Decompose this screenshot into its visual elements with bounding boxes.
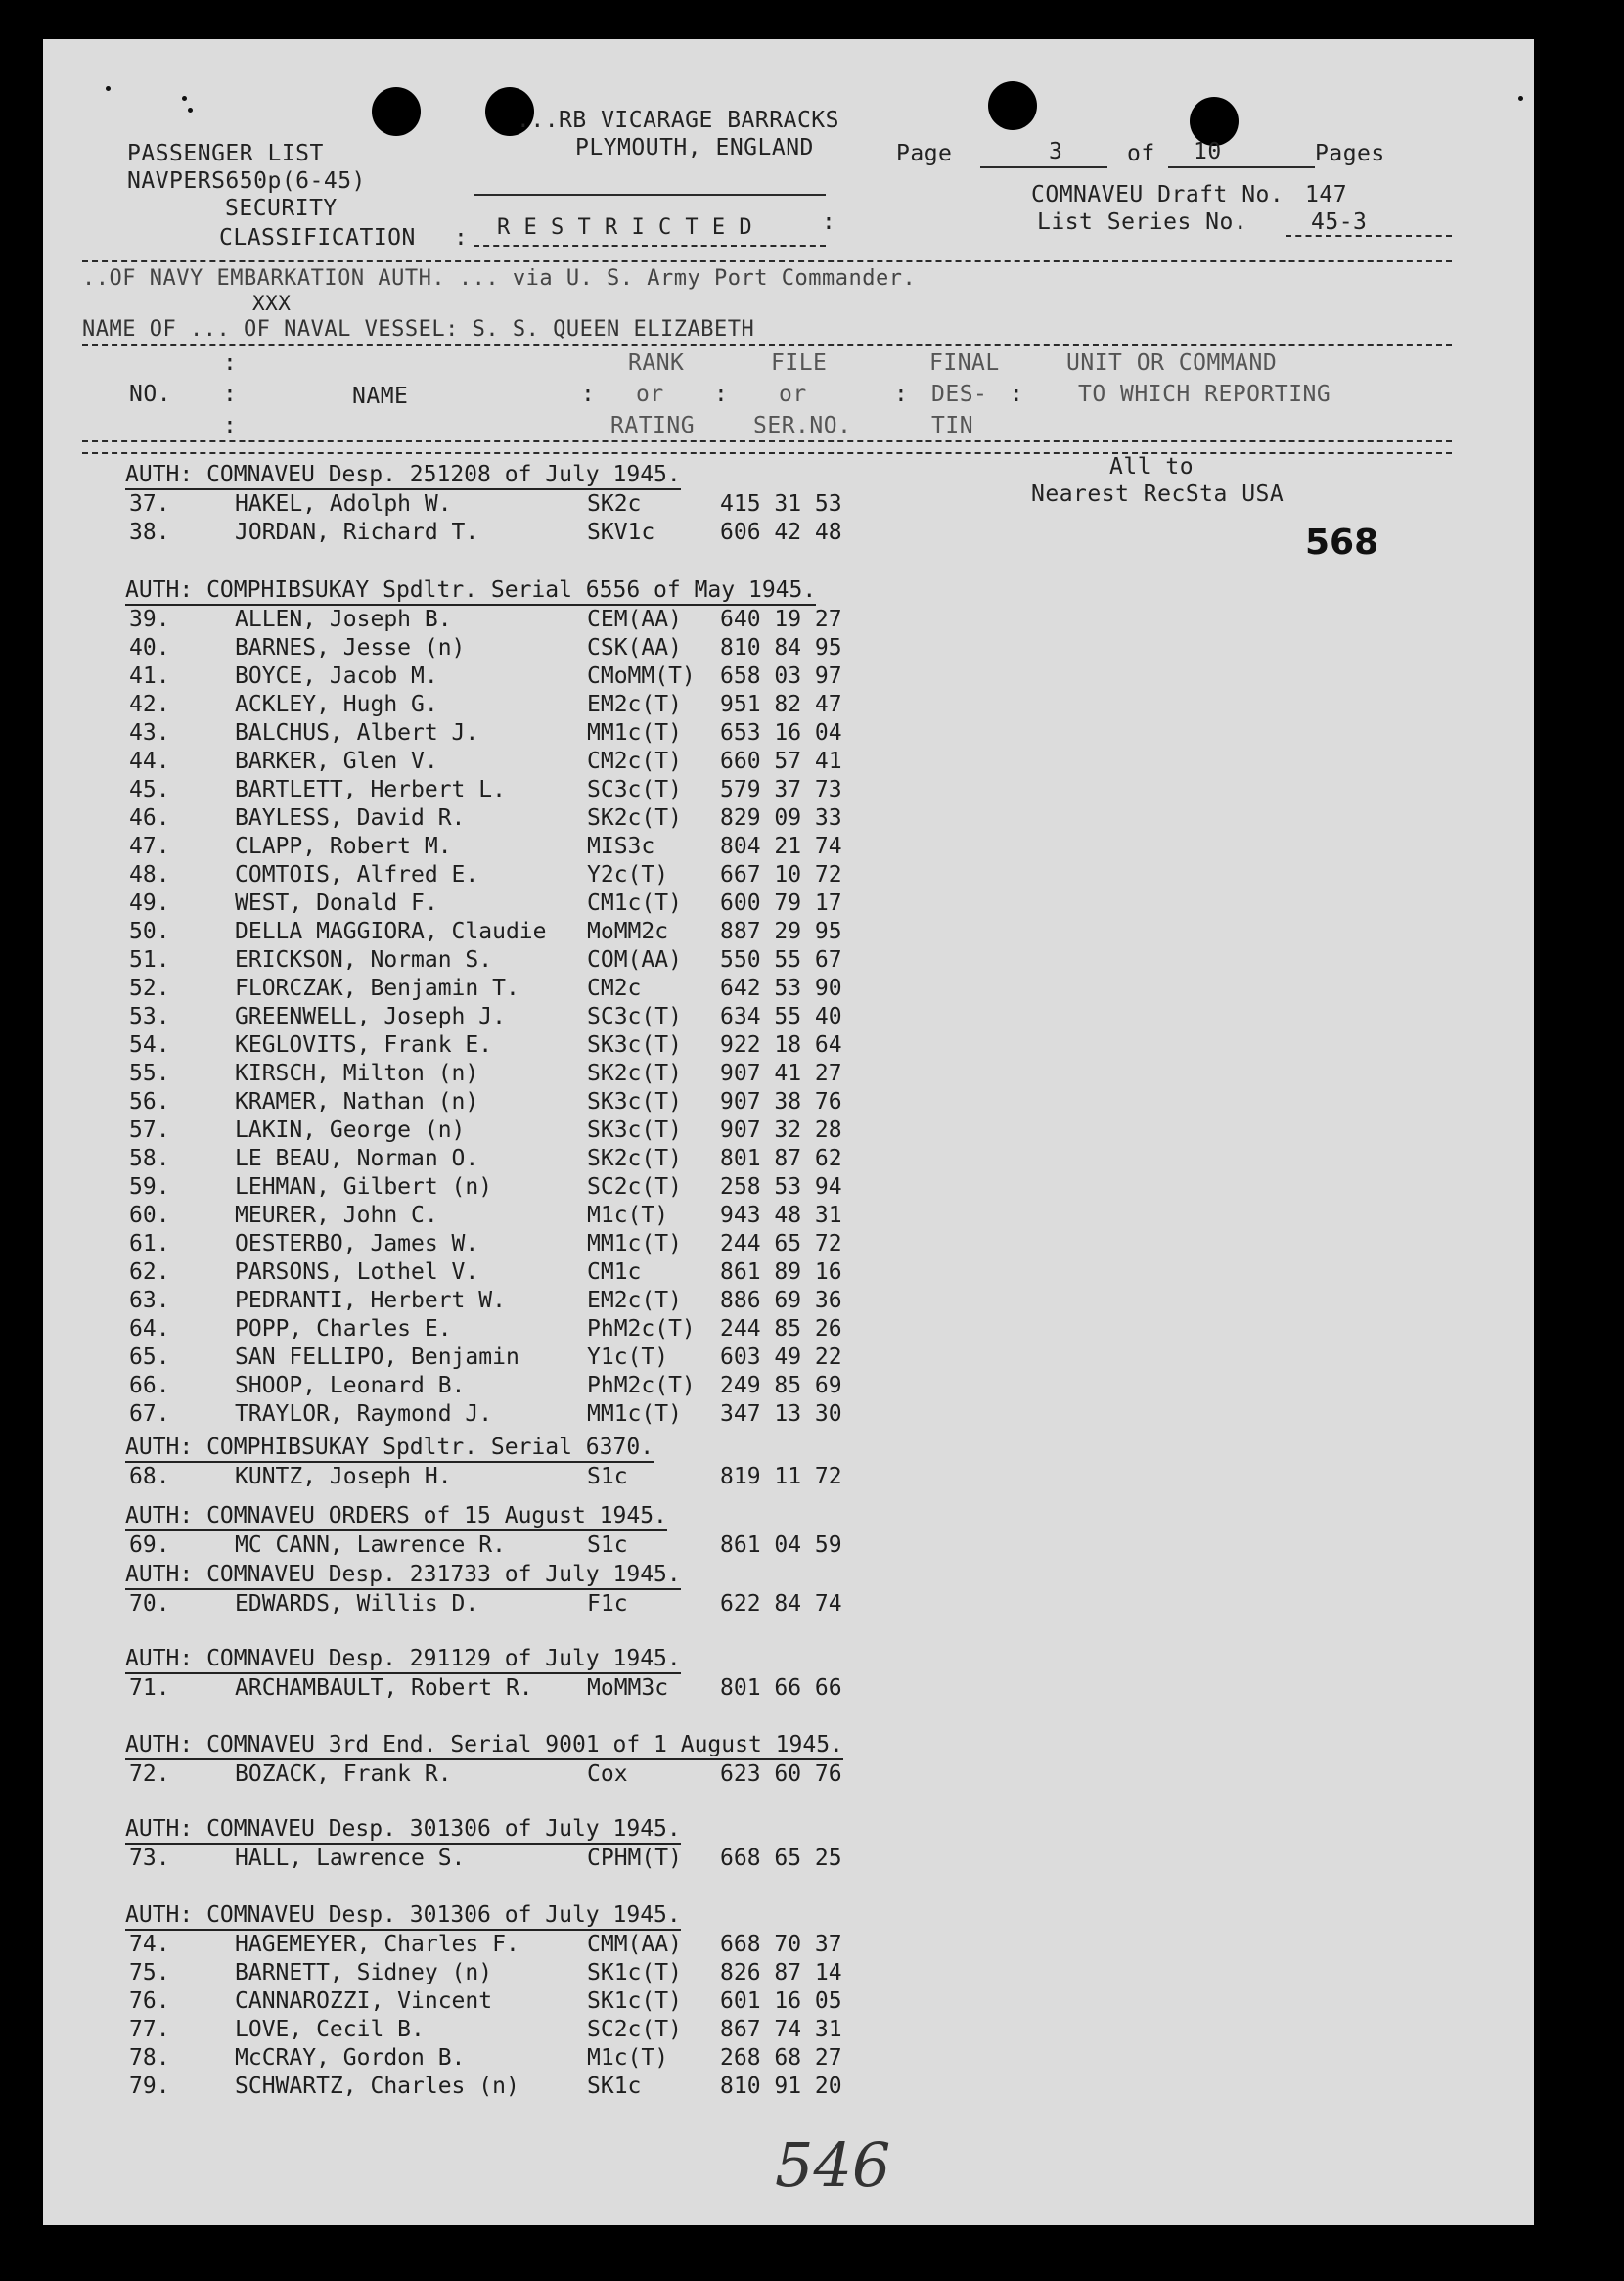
service-number: 951 82 47 <box>720 692 842 717</box>
service-number: 347 13 30 <box>720 1401 842 1427</box>
page-total: 10 <box>1194 139 1222 164</box>
passenger-name: PARSONS, Lothel V. <box>235 1259 479 1285</box>
service-number: 887 29 95 <box>720 919 842 944</box>
passenger-name: MC CANN, Lawrence R. <box>235 1532 506 1558</box>
entry-number: 58. <box>129 1146 170 1171</box>
entry-number: 38. <box>129 520 170 545</box>
rank-rating: SK3c(T) <box>587 1118 682 1143</box>
rank-rating: SK1c <box>587 2074 642 2099</box>
entry-number: 45. <box>129 777 170 802</box>
punch-hole <box>988 81 1037 130</box>
service-number: 668 70 37 <box>720 1932 842 1957</box>
passenger-name: McCRAY, Gordon B. <box>235 2045 466 2071</box>
rank-rating: Y2c(T) <box>587 862 669 888</box>
col-sep: : <box>1010 382 1024 407</box>
rank-rating: MIS3c <box>587 834 655 859</box>
rank-rating: SK1c(T) <box>587 1960 682 1985</box>
page-current: 3 <box>1049 139 1063 164</box>
list-series-label: List Series No. <box>1037 209 1248 235</box>
rank-rating: CMM(AA) <box>587 1932 682 1957</box>
service-number: 258 53 94 <box>720 1174 842 1200</box>
col-sep: : <box>223 413 238 438</box>
service-number: 268 68 27 <box>720 2045 842 2071</box>
entry-number: 69. <box>129 1532 170 1558</box>
col-header-no: NO. <box>129 382 172 407</box>
rank-rating: CSK(AA) <box>587 635 682 661</box>
service-number: 810 91 20 <box>720 2074 842 2099</box>
passenger-name: GREENWELL, Joseph J. <box>235 1004 506 1029</box>
rank-rating: M1c(T) <box>587 2045 669 2071</box>
page-current-line <box>980 166 1107 168</box>
service-number: 907 38 76 <box>720 1089 842 1115</box>
list-series-line <box>1286 235 1452 237</box>
rank-rating: CMoMM(T) <box>587 663 696 689</box>
entry-number: 47. <box>129 834 170 859</box>
destination-line2: Nearest RecSta USA <box>1031 481 1285 507</box>
rank-rating: EM2c(T) <box>587 692 682 717</box>
rank-rating: CM2c <box>587 976 642 1001</box>
passenger-name: CANNAROZZI, Vincent <box>235 1988 493 2014</box>
passenger-name: KEGLOVITS, Frank E. <box>235 1032 493 1058</box>
passenger-name: OESTERBO, James W. <box>235 1231 479 1256</box>
colon: : <box>822 209 836 235</box>
rank-rating: SK3c(T) <box>587 1089 682 1115</box>
rank-rating: CEM(AA) <box>587 607 682 632</box>
entry-number: 40. <box>129 635 170 661</box>
entry-number: 57. <box>129 1118 170 1143</box>
entry-number: 63. <box>129 1288 170 1313</box>
col-header-reporting: TO WHICH REPORTING <box>1078 382 1331 407</box>
service-number: 550 55 67 <box>720 947 842 973</box>
service-number: 606 42 48 <box>720 520 842 545</box>
entry-number: 78. <box>129 2045 170 2071</box>
col-header-final: FINAL <box>929 350 1000 376</box>
service-number: 642 53 90 <box>720 976 842 1001</box>
entry-number: 67. <box>129 1401 170 1427</box>
rank-rating: EM2c(T) <box>587 1288 682 1313</box>
passenger-name: HAGEMEYER, Charles F. <box>235 1932 519 1957</box>
entry-number: 39. <box>129 607 170 632</box>
rank-rating: MoMM2c <box>587 919 669 944</box>
service-number: 667 10 72 <box>720 862 842 888</box>
authority-line: AUTH: COMNAVEU ORDERS of 15 August 1945. <box>125 1503 667 1531</box>
service-number: 886 69 36 <box>720 1288 842 1313</box>
entry-number: 64. <box>129 1316 170 1342</box>
passenger-name: ERICKSON, Norman S. <box>235 947 493 973</box>
service-number: 907 41 27 <box>720 1061 842 1086</box>
passenger-name: BARTLETT, Herbert L. <box>235 777 506 802</box>
form-title: PASSENGER LIST <box>127 141 324 166</box>
entry-number: 44. <box>129 749 170 774</box>
entry-number: 71. <box>129 1675 170 1701</box>
pages-label: Pages <box>1315 141 1385 166</box>
rank-rating: SK2c(T) <box>587 1146 682 1171</box>
service-number: 415 31 53 <box>720 491 842 517</box>
rank-rating: MM1c(T) <box>587 1231 682 1256</box>
entry-number: 79. <box>129 2074 170 2099</box>
passenger-name: PEDRANTI, Herbert W. <box>235 1288 506 1313</box>
authority-line: AUTH: COMNAVEU Desp. 231733 of July 1945. <box>125 1562 681 1590</box>
passenger-name: CLAPP, Robert M. <box>235 834 452 859</box>
service-number: 601 16 05 <box>720 1988 842 2014</box>
passenger-name: ALLEN, Joseph B. <box>235 607 452 632</box>
service-number: 249 85 69 <box>720 1373 842 1398</box>
entry-number: 73. <box>129 1846 170 1871</box>
passenger-name: WEST, Donald F. <box>235 890 438 916</box>
entry-number: 42. <box>129 692 170 717</box>
page-stamp-number: 568 <box>1305 523 1379 563</box>
entry-number: 61. <box>129 1231 170 1256</box>
col-header-rank-or: or <box>636 382 664 407</box>
entry-number: 53. <box>129 1004 170 1029</box>
passenger-name: ACKLEY, Hugh G. <box>235 692 438 717</box>
authority-line: AUTH: COMNAVEU Desp. 301306 of July 1945. <box>125 1816 681 1845</box>
page-of: of <box>1127 141 1155 166</box>
col-header-serno: SER.NO. <box>753 413 852 438</box>
col-header-des: DES- <box>931 382 988 407</box>
authority-line: AUTH: COMPHIBSUKAY Spdltr. Serial 6556 of May 1945. <box>125 577 816 606</box>
list-series-value: 45-3 <box>1311 209 1368 235</box>
rank-rating: PhM2c(T) <box>587 1373 696 1398</box>
security-classification-value: R E S T R I C T E D <box>497 215 753 240</box>
security-line-bottom <box>474 245 826 247</box>
entry-number: 51. <box>129 947 170 973</box>
passenger-name: KRAMER, Nathan (n) <box>235 1089 479 1115</box>
entry-number: 59. <box>129 1174 170 1200</box>
authority-line: AUTH: COMPHIBSUKAY Spdltr. Serial 6370. <box>125 1435 654 1463</box>
entry-number: 49. <box>129 890 170 916</box>
col-sep: : <box>714 382 729 407</box>
entry-number: 76. <box>129 1988 170 2014</box>
service-number: 819 11 72 <box>720 1464 842 1489</box>
rank-rating: SC3c(T) <box>587 1004 682 1029</box>
vessel-rule <box>82 344 1452 346</box>
entry-number: 68. <box>129 1464 170 1489</box>
rank-rating: Y1c(T) <box>587 1345 669 1370</box>
rank-rating: M1c(T) <box>587 1203 669 1228</box>
entry-number: 77. <box>129 2017 170 2042</box>
passenger-name: JORDAN, Richard T. <box>235 520 479 545</box>
passenger-name: SHOOP, Leonard B. <box>235 1373 466 1398</box>
service-number: 867 74 31 <box>720 2017 842 2042</box>
rank-rating: COM(AA) <box>587 947 682 973</box>
passenger-name: KUNTZ, Joseph H. <box>235 1464 452 1489</box>
entry-number: 74. <box>129 1932 170 1957</box>
passenger-name: FLORCZAK, Benjamin T. <box>235 976 519 1001</box>
ink-speck <box>182 96 187 101</box>
rank-rating: S1c <box>587 1464 628 1489</box>
service-number: 826 87 14 <box>720 1960 842 1985</box>
entry-number: 62. <box>129 1259 170 1285</box>
station-location: PLYMOUTH, ENGLAND <box>575 135 814 160</box>
classification-label: CLASSIFICATION <box>219 225 416 251</box>
col-header-file: FILE <box>771 350 828 376</box>
rank-rating: Cox <box>587 1761 628 1787</box>
passenger-name: ARCHAMBAULT, Robert R. <box>235 1675 533 1701</box>
service-number: 810 84 95 <box>720 635 842 661</box>
ink-speck <box>188 108 193 113</box>
colon: : <box>454 225 469 251</box>
rank-rating: SK1c(T) <box>587 1988 682 2014</box>
col-sep: : <box>223 350 238 376</box>
authority-line: AUTH: COMNAVEU Desp. 301306 of July 1945. <box>125 1902 681 1931</box>
col-sep: : <box>894 382 909 407</box>
passenger-name: MEURER, John C. <box>235 1203 438 1228</box>
rank-rating: SKV1c <box>587 520 655 545</box>
rank-rating: F1c <box>587 1591 628 1617</box>
rank-rating: CM1c <box>587 1259 642 1285</box>
passenger-name: LAKIN, George (n) <box>235 1118 466 1143</box>
entry-number: 50. <box>129 919 170 944</box>
security-line-top <box>474 194 826 196</box>
service-number: 660 57 41 <box>720 749 842 774</box>
rank-rating: CM2c(T) <box>587 749 682 774</box>
rank-rating: CM1c(T) <box>587 890 682 916</box>
passenger-name: LEHMAN, Gilbert (n) <box>235 1174 493 1200</box>
passenger-name: BARKER, Glen V. <box>235 749 438 774</box>
service-number: 907 32 28 <box>720 1118 842 1143</box>
entry-number: 41. <box>129 663 170 689</box>
service-number: 244 65 72 <box>720 1231 842 1256</box>
passenger-name: LE BEAU, Norman O. <box>235 1146 479 1171</box>
service-number: 579 37 73 <box>720 777 842 802</box>
service-number: 623 60 76 <box>720 1761 842 1787</box>
passenger-name: HALL, Lawrence S. <box>235 1846 466 1871</box>
vessel-name: NAME OF ... OF NAVAL VESSEL: S. S. QUEEN ELIZABETH <box>82 317 755 342</box>
rank-rating: SC2c(T) <box>587 2017 682 2042</box>
rank-rating: SK2c(T) <box>587 1061 682 1086</box>
passenger-name: BOYCE, Jacob M. <box>235 663 438 689</box>
passenger-name: DELLA MAGGIORA, Claudie <box>235 919 547 944</box>
passenger-name: BOZACK, Frank R. <box>235 1761 452 1787</box>
passenger-name: KIRSCH, Milton (n) <box>235 1061 479 1086</box>
service-number: 801 66 66 <box>720 1675 842 1701</box>
passenger-name: SAN FELLIPO, Benjamin <box>235 1345 519 1370</box>
handwritten-number: 546 <box>775 2129 891 2201</box>
passenger-name: LOVE, Cecil B. <box>235 2017 425 2042</box>
authority-line: AUTH: COMNAVEU Desp. 291129 of July 1945. <box>125 1646 681 1674</box>
passenger-name: BALCHUS, Albert J. <box>235 720 479 746</box>
rank-rating: MM1c(T) <box>587 1401 682 1427</box>
service-number: 829 09 33 <box>720 805 842 831</box>
document-page <box>43 39 1534 2225</box>
service-number: 801 87 62 <box>720 1146 842 1171</box>
entry-number: 48. <box>129 862 170 888</box>
service-number: 861 89 16 <box>720 1259 842 1285</box>
rank-rating: PhM2c(T) <box>587 1316 696 1342</box>
column-header-rule-2 <box>82 452 1452 454</box>
security-label: SECURITY <box>225 196 338 221</box>
page-label: Page <box>896 141 953 166</box>
embarkation-authority: ..OF NAVY EMBARKATION AUTH. ... via U. S. Army Port Commander. <box>82 266 917 291</box>
col-sep: : <box>581 382 596 407</box>
entry-number: 52. <box>129 976 170 1001</box>
entry-number: 65. <box>129 1345 170 1370</box>
service-number: 640 19 27 <box>720 607 842 632</box>
rank-rating: MM1c(T) <box>587 720 682 746</box>
entry-number: 70. <box>129 1591 170 1617</box>
column-header-rule <box>82 440 1452 442</box>
passenger-name: BARNES, Jesse (n) <box>235 635 466 661</box>
passenger-name: COMTOIS, Alfred E. <box>235 862 479 888</box>
rank-rating: MoMM3c <box>587 1675 669 1701</box>
col-header-rating: RATING <box>610 413 696 438</box>
service-number: 668 65 25 <box>720 1846 842 1871</box>
entry-number: 75. <box>129 1960 170 1985</box>
rank-rating: CPHM(T) <box>587 1846 682 1871</box>
authority-line: AUTH: COMNAVEU 3rd End. Serial 9001 of 1 August 1945. <box>125 1732 843 1760</box>
service-number: 943 48 31 <box>720 1203 842 1228</box>
service-number: 653 16 04 <box>720 720 842 746</box>
ink-speck <box>1518 96 1523 101</box>
col-sep: : <box>223 382 238 407</box>
xxx-mark: XXX <box>252 292 292 315</box>
service-number: 603 49 22 <box>720 1345 842 1370</box>
entry-number: 37. <box>129 491 170 517</box>
ink-speck <box>106 86 111 91</box>
draft-number: 147 <box>1305 182 1348 207</box>
form-number: NAVPERS650p(6-45) <box>127 168 366 194</box>
passenger-name: EDWARDS, Willis D. <box>235 1591 479 1617</box>
service-number: 658 03 97 <box>720 663 842 689</box>
authority-line: AUTH: COMNAVEU Desp. 251208 of July 1945. <box>125 462 681 490</box>
station-title: ...RB VICARAGE BARRACKS <box>517 108 839 133</box>
entry-number: 72. <box>129 1761 170 1787</box>
rank-rating: SK3c(T) <box>587 1032 682 1058</box>
punch-hole <box>372 87 421 136</box>
rank-rating: SC2c(T) <box>587 1174 682 1200</box>
rank-rating: SK2c <box>587 491 642 517</box>
passenger-name: HAKEL, Adolph W. <box>235 491 452 517</box>
entry-number: 55. <box>129 1061 170 1086</box>
entry-number: 46. <box>129 805 170 831</box>
page-total-line <box>1168 166 1315 168</box>
entry-number: 60. <box>129 1203 170 1228</box>
entry-number: 43. <box>129 720 170 746</box>
entry-number: 54. <box>129 1032 170 1058</box>
col-header-rank: RANK <box>628 350 685 376</box>
passenger-name: TRAYLOR, Raymond J. <box>235 1401 493 1427</box>
destination-line1: All to <box>1109 454 1195 479</box>
col-header-unit: UNIT OR COMMAND <box>1066 350 1278 376</box>
rank-rating: S1c <box>587 1532 628 1558</box>
col-header-name: NAME <box>352 384 409 409</box>
passenger-name: BAYLESS, David R. <box>235 805 466 831</box>
entry-number: 66. <box>129 1373 170 1398</box>
passenger-name: BARNETT, Sidney (n) <box>235 1960 493 1985</box>
service-number: 244 85 26 <box>720 1316 842 1342</box>
col-header-tin: TIN <box>931 413 974 438</box>
service-number: 804 21 74 <box>720 834 842 859</box>
rank-rating: SC3c(T) <box>587 777 682 802</box>
entry-number: 56. <box>129 1089 170 1115</box>
draft-label: COMNAVEU Draft No. <box>1031 182 1285 207</box>
passenger-name: SCHWARTZ, Charles (n) <box>235 2074 519 2099</box>
header-rule <box>82 260 1452 262</box>
passenger-name: POPP, Charles E. <box>235 1316 452 1342</box>
service-number: 861 04 59 <box>720 1532 842 1558</box>
col-header-file-or: or <box>779 382 807 407</box>
service-number: 600 79 17 <box>720 890 842 916</box>
rank-rating: SK2c(T) <box>587 805 682 831</box>
service-number: 634 55 40 <box>720 1004 842 1029</box>
service-number: 922 18 64 <box>720 1032 842 1058</box>
service-number: 622 84 74 <box>720 1591 842 1617</box>
